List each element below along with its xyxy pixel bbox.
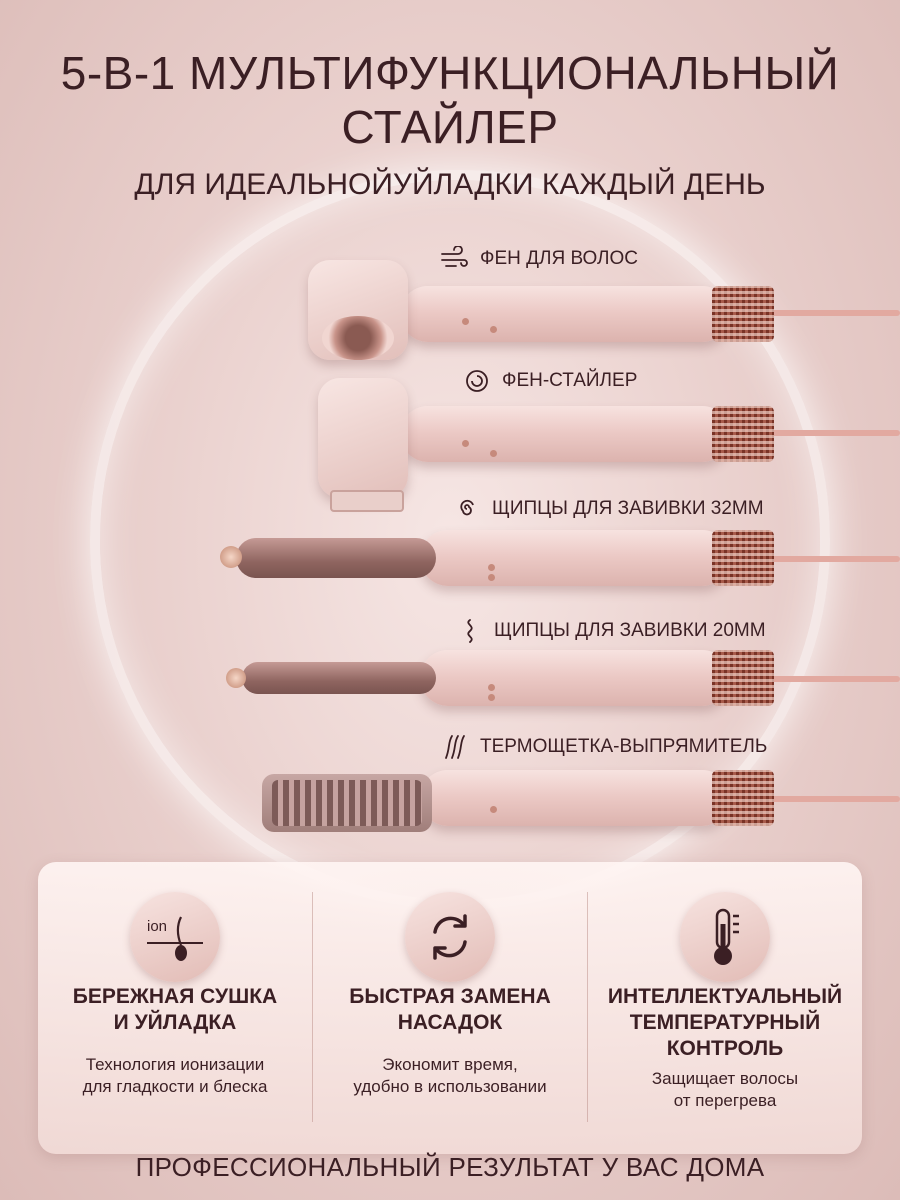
title-line-1: 5-В-1 МУЛЬТИФУНКЦИОНАЛЬНЫЙ: [60, 47, 840, 99]
feature-description: Экономит время,: [382, 1055, 518, 1074]
ion-text: ion: [147, 918, 168, 935]
feature-temperature-control: [588, 862, 862, 1154]
brush-head: [262, 774, 432, 832]
button-dot: [488, 694, 495, 701]
feature-title: БЫСТРАЯ ЗАМЕНА: [349, 985, 551, 1008]
handle: [400, 286, 730, 342]
tool-label: ФЕН ДЛЯ ВОЛОС: [480, 248, 639, 269]
air-intake-grille: [712, 650, 774, 706]
page-subtitle: ДЛЯ ИДЕАЛЬНОЙУЙЛАДКИ КАЖДЫЙ ДЕНЬ: [134, 168, 766, 201]
feature-title: ИНТЕЛЛЕКТУАЛЬНЫЙ: [607, 985, 843, 1008]
handle: [420, 770, 730, 826]
wind-icon: [440, 246, 470, 272]
feature-quick-swap: [313, 862, 587, 1154]
curling-barrel: [242, 662, 436, 694]
footer-slogan: ПРОФЕССИОНАЛЬНЫЙ РЕЗУЛЬТАТ У ВАС ДОМА: [135, 1152, 765, 1182]
straight-hair-icon: [440, 734, 470, 760]
concentrator-nozzle: [330, 490, 404, 512]
swap-arrows-icon: [405, 892, 495, 982]
button-dot: [490, 450, 497, 457]
tool-label: ЩИПЦЫ ДЛЯ ЗАВИВКИ 32ММ: [492, 498, 764, 519]
feature-title: КОНТРОЛЬ: [666, 1037, 784, 1060]
power-cord: [770, 676, 900, 682]
barrel-tip: [220, 546, 242, 568]
button-dot: [462, 318, 469, 325]
feature-title: И УЙЛАДКА: [113, 1011, 237, 1034]
curl-icon: [454, 618, 484, 644]
power-cord: [770, 310, 900, 316]
button-dot: [490, 806, 497, 813]
ion-hair-icon: [130, 892, 220, 982]
button-dot: [488, 564, 495, 571]
power-cord: [770, 430, 900, 436]
dryer-nozzle: [322, 316, 394, 360]
tool-label: ТЕРМОЩЕТКА-ВЫПРЯМИТЕЛЬ: [480, 736, 768, 757]
feature-title: БЕРЕЖНАЯ СУШКА: [72, 985, 278, 1008]
thermometer-icon: [680, 892, 770, 982]
feature-description: Технология ионизации: [85, 1055, 265, 1074]
feature-title: НАСАДОК: [397, 1011, 503, 1034]
handle: [400, 406, 730, 462]
title-line-2: СТАЙЛЕР: [341, 101, 559, 153]
feature-description: для гладкости и блеска: [82, 1077, 268, 1096]
button-dot: [488, 684, 495, 691]
feature-description: Защищает волосы: [651, 1069, 799, 1088]
button-dot: [462, 440, 469, 447]
power-cord: [770, 556, 900, 562]
curling-barrel: [236, 538, 436, 578]
barrel-tip: [226, 668, 246, 688]
swirl-icon: [462, 368, 492, 394]
spiral-icon: [452, 496, 482, 522]
features-panel: [38, 862, 862, 1154]
air-intake-grille: [712, 770, 774, 826]
feature-description: от перегрева: [673, 1091, 777, 1110]
power-cord: [770, 796, 900, 802]
page-title: [0, 46, 900, 154]
handle: [420, 650, 730, 706]
air-intake-grille: [712, 286, 774, 342]
tool-label: ФЕН-СТАЙЛЕР: [502, 370, 638, 391]
styler-head: [318, 378, 408, 498]
feature-title: ТЕМПЕРАТУРНЫЙ: [629, 1011, 821, 1034]
air-intake-grille: [712, 406, 774, 462]
feature-ion: [38, 862, 312, 1154]
air-intake-grille: [712, 530, 774, 586]
feature-description: удобно в использовании: [353, 1077, 547, 1096]
handle: [420, 530, 730, 586]
tool-label: ЩИПЦЫ ДЛЯ ЗАВИВКИ 20ММ: [494, 620, 766, 641]
button-dot: [488, 574, 495, 581]
button-dot: [490, 326, 497, 333]
